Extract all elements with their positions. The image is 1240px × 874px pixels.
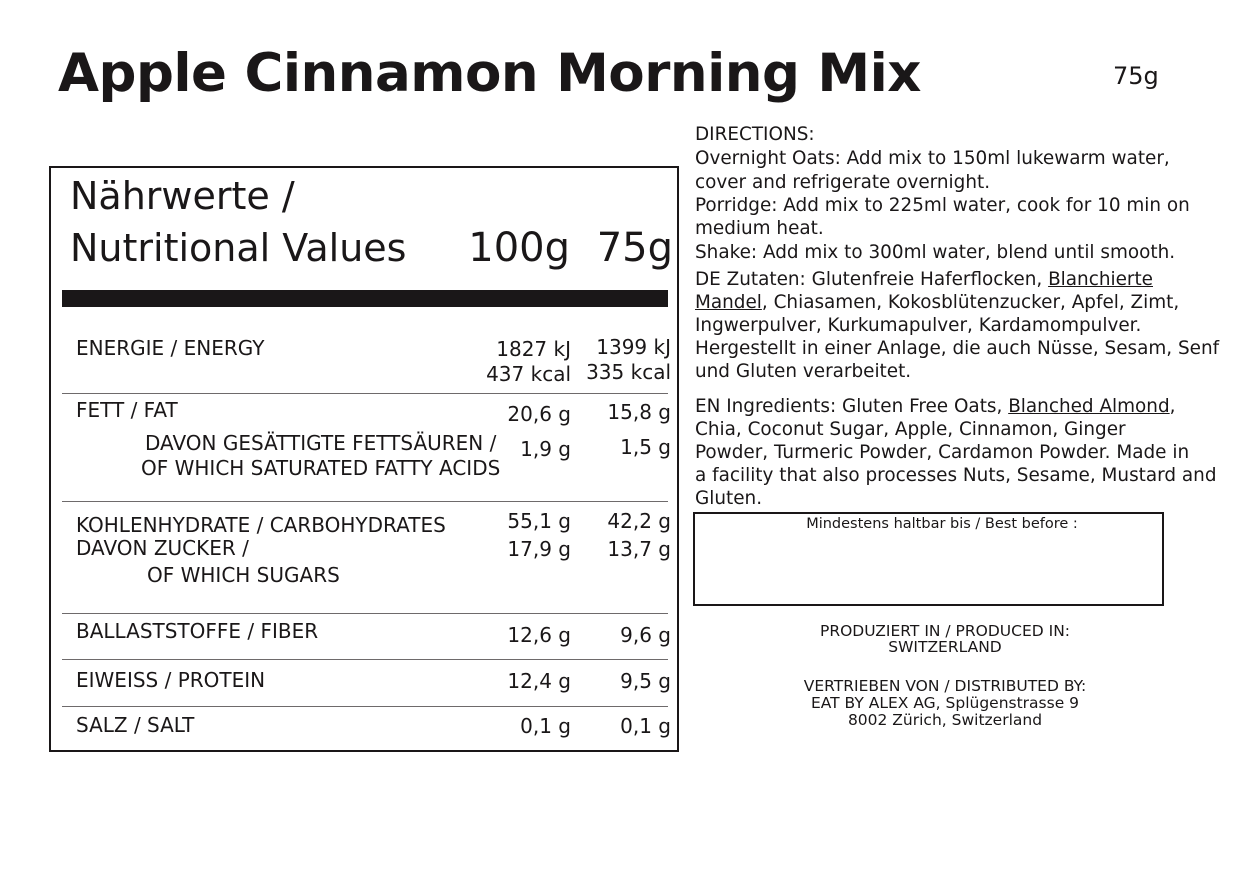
directions-line: Shake: Add mix to 300ml water, blend until smooth. [695,242,1176,263]
salt-100g: 0,1 g [520,714,571,738]
ingredients-en-line: Gluten. [695,488,763,509]
saturated-fat-label-en: OF WHICH SATURATED FATTY ACIDS [141,456,501,480]
energy-100g-kj: 1827 kJ [496,337,571,361]
distributed-by-label: VERTRIEBEN VON / DISTRIBUTED BY: [803,677,1087,695]
protein-label: EIWEISS / PROTEIN [76,668,266,692]
ingredients-en-line: Powder, Turmeric Powder, Cardamon Powder. Made in [695,442,1190,463]
ingredients-en-line: a facility that also processes Nuts, Sesame, Mustard and [695,465,1217,486]
carbohydrates-100g: 55,1 g [507,509,571,533]
ingredients-de-line: und Gluten verarbeitet. [695,361,912,382]
best-before-label: Mindestens haltbar bis / Best before : [806,516,1078,532]
column-header-100g: 100g [468,225,570,271]
header-bar [62,290,668,307]
saturated-fat-75g: 1,5 g [620,435,671,459]
distributor-name: EAT BY ALEX AG, Splügenstrasse 9 [810,694,1080,712]
row-divider [62,659,668,660]
directions-heading: DIRECTIONS: [695,124,815,145]
carbohydrates-75g: 42,2 g [607,509,671,533]
directions-line: Porridge: Add mix to 225ml water, cook for 10 min on [695,195,1190,216]
saturated-fat-100g: 1,9 g [520,437,571,461]
energy-100g-kcal: 437 kcal [486,362,571,386]
row-divider [62,501,668,502]
nutrition-heading-en: Nutritional Values [70,226,407,270]
sugars-100g: 17,9 g [507,537,571,561]
saturated-fat-label-de: DAVON GESÄTTIGTE FETTSÄUREN / [145,431,497,455]
product-title: Apple Cinnamon Morning Mix [58,43,921,104]
nutrition-heading-de: Nährwerte / [70,174,295,218]
ingredients-de-line: Hergestellt in einer Anlage, die auch Nüsse, Sesam, Senf [695,338,1220,359]
ingredients-de-line: Mandel, Chiasamen, Kokosblütenzucker, Apfel, Zimt, [695,292,1180,313]
directions-line: medium heat. [695,218,824,239]
column-header-75g: 75g [596,225,673,271]
allergen-almond-de: Mandel [695,292,762,313]
ingredients-de-line: Ingwerpulver, Kurkumapulver, Kardamompulver. [695,315,1142,336]
protein-75g: 9,5 g [620,669,671,693]
energy-75g-kcal: 335 kcal [586,360,671,384]
net-weight: 75g [1113,62,1159,90]
sugars-label-de: DAVON ZUCKER / [76,536,249,560]
energy-label: ENERGIE / ENERGY [76,336,265,360]
protein-100g: 12,4 g [507,669,571,693]
ingredients-en-line: EN Ingredients: Gluten Free Oats, Blanched Almond, [695,396,1176,417]
fat-100g: 20,6 g [507,402,571,426]
salt-75g: 0,1 g [620,714,671,738]
fat-label: FETT / FAT [76,398,178,422]
energy-75g-kj: 1399 kJ [596,335,671,359]
ingredients-en-line: Chia, Coconut Sugar, Apple, Cinnamon, Ginger [695,419,1126,440]
row-divider [62,706,668,707]
fat-75g: 15,8 g [607,400,671,424]
sugars-75g: 13,7 g [607,537,671,561]
produced-in-country: SWITZERLAND [888,638,1002,656]
sugars-label-en: OF WHICH SUGARS [147,563,340,587]
allergen-almond-de: Blanchierte [1048,269,1153,290]
salt-label: SALZ / SALT [76,713,195,737]
row-divider [62,393,668,394]
produced-in-label: PRODUZIERT IN / PRODUCED IN: [819,622,1071,640]
row-divider [62,613,668,614]
fiber-100g: 12,6 g [507,623,571,647]
directions-line: cover and refrigerate overnight. [695,172,991,193]
allergen-almond-en: Blanched Almond [1008,396,1170,417]
ingredients-de-line: DE Zutaten: Glutenfreie Haferflocken, Blanchierte [695,269,1153,290]
carbohydrates-label: KOHLENHYDRATE / CARBOHYDRATES [76,513,446,537]
distributor-address: 8002 Zürich, Switzerland [847,711,1043,729]
directions-line: Overnight Oats: Add mix to 150ml lukewarm water, [695,148,1170,169]
fiber-75g: 9,6 g [620,623,671,647]
fiber-label: BALLASTSTOFFE / FIBER [76,619,319,643]
